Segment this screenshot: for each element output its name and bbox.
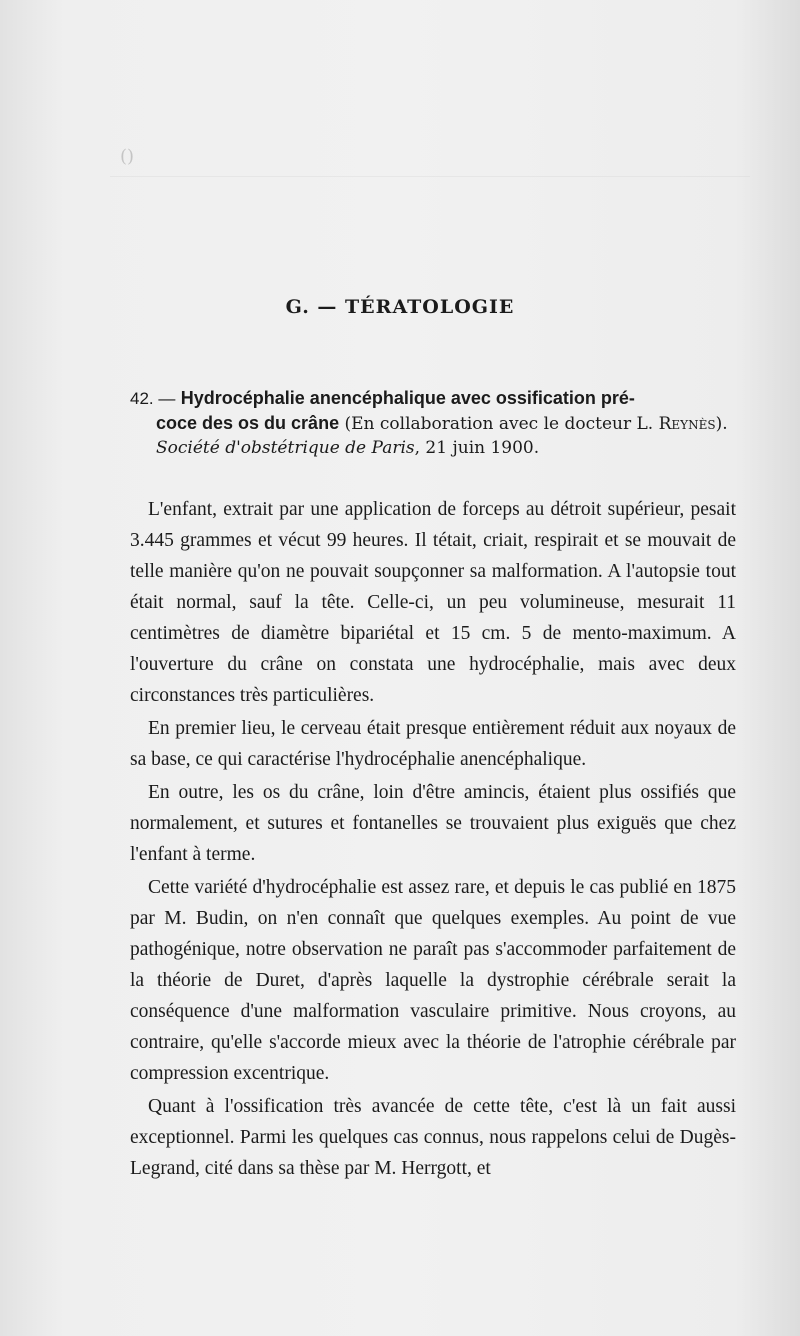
entry-title-part2: coce des os du crâne [156,413,340,433]
paragraph: Quant à l'ossification très avancée de cette tête, c'est là un fait aussi exceptionnel. Parmi les quelques cas connus, nous rappelons celui de Dugès-Legrand, cité dans sa thèse par M. Herrgott, et [130,1096,736,1179]
collab-name: Reynès [658,414,716,434]
collab-prefix: (En collaboration avec le docteur L. [344,414,659,434]
entry-number: 42. — [130,389,176,408]
paragraph: En outre, les os du crâne, loin d'être amincis, étaient plus ossifiés que normalement, et sutures et fontanelles se trouvaient plus exiguës que chez l'enfant à terme. [130,782,736,865]
entry-header [130,386,736,460]
paragraph: Cette variété d'hydrocéphalie est assez rare, et depuis le cas publié en 1875 par M. Budin, on n'en connaît que quelques exemples. Au point de vue pathogénique, notre observation ne paraît pas s'accommoder parfaitement de la théorie de Duret, d'après laquelle la dystrophie cérébrale serait la conséquence d'une malformation vasculaire primitive. Nous croyons, au contraire, qu'elle s'accorde mieux avec la théorie de l'atrophie cérébrale par compression excentrique. [130,877,736,1084]
entry-source: Société d'obstétrique de Paris [156,438,415,458]
collab-suffix: ). [715,414,728,434]
section-title: G. — TÉRATOLOGIE [285,296,515,318]
running-head [110,136,750,177]
page-mark: () [120,146,135,167]
paragraph: En premier lieu, le cerveau était presque entièrement réduit aux noyaux de sa base, ce qui caractérise l'hydrocéphalie anencéphalique. [130,718,736,770]
entry-title-part1: Hydrocéphalie anencéphalique avec ossification pré- [180,388,635,408]
entry-date: , 21 juin 1900. [414,438,540,458]
paragraph: L'enfant, extrait par une application de forceps au détroit supérieur, pesait 3.445 grammes et vécut 99 heures. Il tétait, criait, respirait et se mouvait de telle manière qu'on ne pouvait soupçonner sa malformation. A l'autopsie tout était normal, sauf la tête. Celle-ci, un peu volumineuse, mesurait 11 centimètres de diamètre bipariétal et 15 cm. 5 de mento-maximum. A l'ouverture du crâne on constata une hydrocéphalie, mais avec deux circonstances très particulières. [130,499,736,706]
body-text [130,494,736,1186]
